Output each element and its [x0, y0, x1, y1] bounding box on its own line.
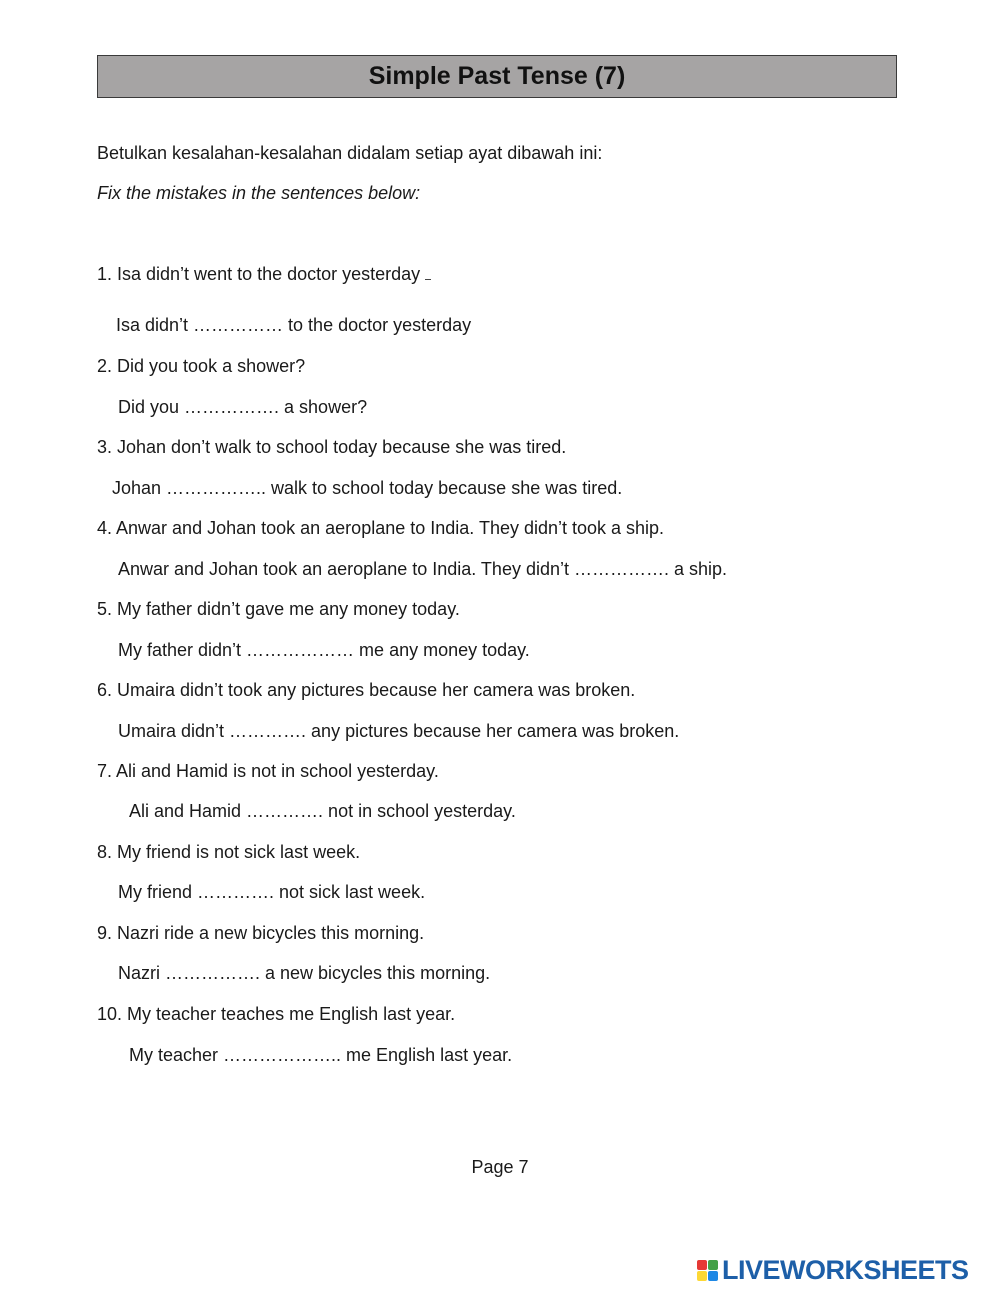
logo-blocks-icon: [697, 1260, 718, 1281]
question-10: 10. My teacher teaches me English last year.: [97, 1004, 456, 1024]
answer-9: Nazri ……………. a new bicycles this morning.: [118, 963, 491, 983]
question-8: 8. My friend is not sick last week.: [97, 842, 361, 862]
question-1: [97, 263, 431, 285]
question-2: 2. Did you took a shower?: [97, 356, 306, 376]
question-6: 6. Umaira didn’t took any pictures because her camera was broken.: [97, 680, 636, 700]
logo-block-blue: [708, 1271, 718, 1281]
page-number: Page 7: [471, 1157, 529, 1177]
answer-1: Isa didn’t …………… to the doctor yesterday: [116, 315, 472, 335]
question-5: 5. My father didn’t gave me any money today.: [97, 599, 460, 619]
instruction-english: Fix the mistakes in the sentences below:: [97, 183, 421, 203]
answer-5: My father didn’t ……………… me any money today.: [118, 640, 530, 660]
question-7: 7. Ali and Hamid is not in school yesterday.: [97, 761, 439, 781]
answer-10: My teacher ……………….. me English last year.: [129, 1045, 513, 1065]
answer-8: My friend …………. not sick last week.: [118, 882, 426, 902]
question-4: 4. Anwar and Johan took an aeroplane to India. They didn’t took a ship.: [97, 518, 665, 538]
instruction-malay: Betulkan kesalahan-kesalahan didalam setiap ayat dibawah ini:: [97, 143, 603, 163]
question-1-text: 1. Isa didn’t went to the doctor yesterday: [97, 264, 421, 284]
answer-7: Ali and Hamid …………. not in school yesterday.: [129, 801, 516, 821]
liveworksheets-logo[interactable]: [697, 1255, 969, 1285]
question-3: 3. Johan don’t walk to school today because she was tired.: [97, 437, 567, 457]
answer-4: Anwar and Johan took an aeroplane to India. They didn’t ……………. a ship.: [118, 559, 728, 579]
logo-block-red: [697, 1260, 707, 1270]
answer-3: Johan …………….. walk to school today because she was tired.: [112, 478, 623, 498]
logo-block-green: [708, 1260, 718, 1270]
answer-6: Umaira didn’t …………. any pictures because her camera was broken.: [118, 721, 680, 741]
answer-2: Did you ……………. a shower?: [118, 397, 368, 417]
page-title: Simple Past Tense (7): [368, 62, 626, 90]
title-box: [97, 55, 897, 98]
question-9: 9. Nazri ride a new bicycles this morning.: [97, 923, 425, 943]
logo-text: LIVEWORKSHEETS: [722, 1254, 969, 1285]
underline-mark: [425, 265, 431, 280]
logo-block-yellow: [697, 1271, 707, 1281]
